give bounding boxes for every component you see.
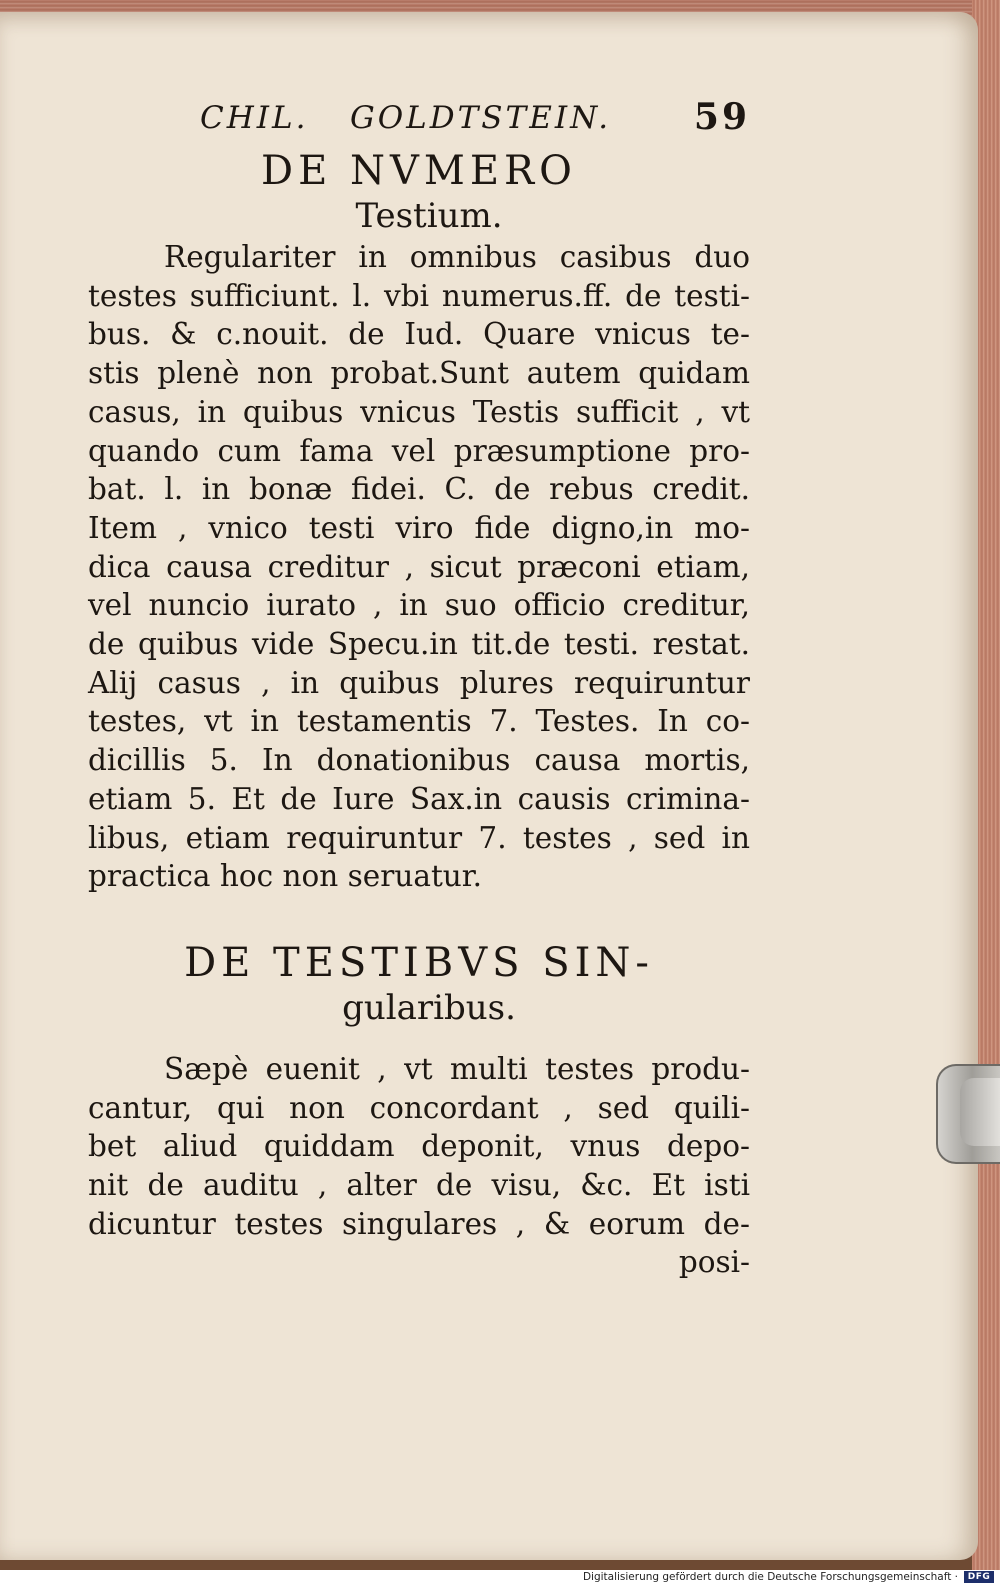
section-1-subtitle: Testium. — [355, 196, 503, 236]
page-number: 59 — [693, 96, 750, 138]
running-head — [88, 96, 750, 148]
text-line: cantur, qui non concordant , sed quili- — [88, 1090, 750, 1125]
text-line: bus. & c.nouit. de Iud. Quare vnicus te- — [88, 317, 750, 352]
text-line: de quibus vide Specu.in tit.de testi. restat. — [88, 627, 750, 662]
text-line: Alij casus , in quibus plures requiruntur — [88, 665, 750, 700]
text-line: Regulariter in omnibus casibus duo — [164, 240, 750, 274]
section-1-title: DE NVMERO — [261, 148, 577, 194]
section-2-title: DE TESTIBVS SIN- — [184, 939, 654, 986]
text-line: libus, etiam requiruntur 7. testes , sed in — [88, 820, 750, 855]
text-line: dicillis 5. In donationibus causa mortis, — [88, 743, 750, 778]
text-line: bet aliud quiddam deponit, vnus depo- — [88, 1129, 750, 1164]
metal-clip-inner — [960, 1078, 1000, 1146]
text-line: Sæpè euenit , vt multi testes produ- — [164, 1051, 750, 1086]
text-line: practica hoc non seruatur. — [88, 859, 483, 894]
text-line: Item , vnico testi viro fide digno,in mo- — [88, 510, 750, 545]
digitization-credit: Digitalisierung gefördert durch die Deutsche Forschungsgemeinschaft · — [582, 1571, 958, 1583]
text-line: testes sufficiunt. l. vbi numerus.ff. de testi- — [88, 278, 750, 313]
text-line: etiam 5. Et de Iure Sax.in causis crimina- — [88, 781, 750, 816]
text-line: dica causa creditur , sicut præconi etiam, — [88, 549, 750, 584]
running-head-author: CHIL. — [200, 100, 309, 136]
running-head-name: GOLDTSTEIN. — [350, 100, 612, 136]
section-2-paragraph — [88, 1050, 750, 1244]
text-line: stis plenè non probat.Sunt autem quidam — [88, 356, 750, 391]
text-line: casus, in quibus vnicus Testis sufficit , vt — [88, 394, 750, 429]
dfg-logo-icon: DFG — [964, 1571, 994, 1583]
section-1-paragraph — [88, 238, 750, 896]
section-spacer — [88, 1030, 750, 1050]
page-text-block — [88, 96, 750, 1281]
text-line: vel nuncio iurato , in suo officio creditur, — [88, 588, 750, 623]
text-line: dicuntur testes singulares , & eorum de- — [88, 1206, 750, 1241]
text-line: testes, vt in testamentis 7. Testes. In co- — [88, 704, 750, 739]
text-line: quando cum fama vel præsumptione pro- — [88, 433, 750, 468]
catchword: posi- — [678, 1245, 750, 1280]
text-line: nit de auditu , alter de visu, &c. Et isti — [88, 1168, 750, 1203]
text-line: bat. l. in bonæ fidei. C. de rebus credit. — [88, 472, 750, 507]
section-2-subtitle: gularibus. — [342, 987, 516, 1028]
section-spacer — [88, 896, 750, 940]
